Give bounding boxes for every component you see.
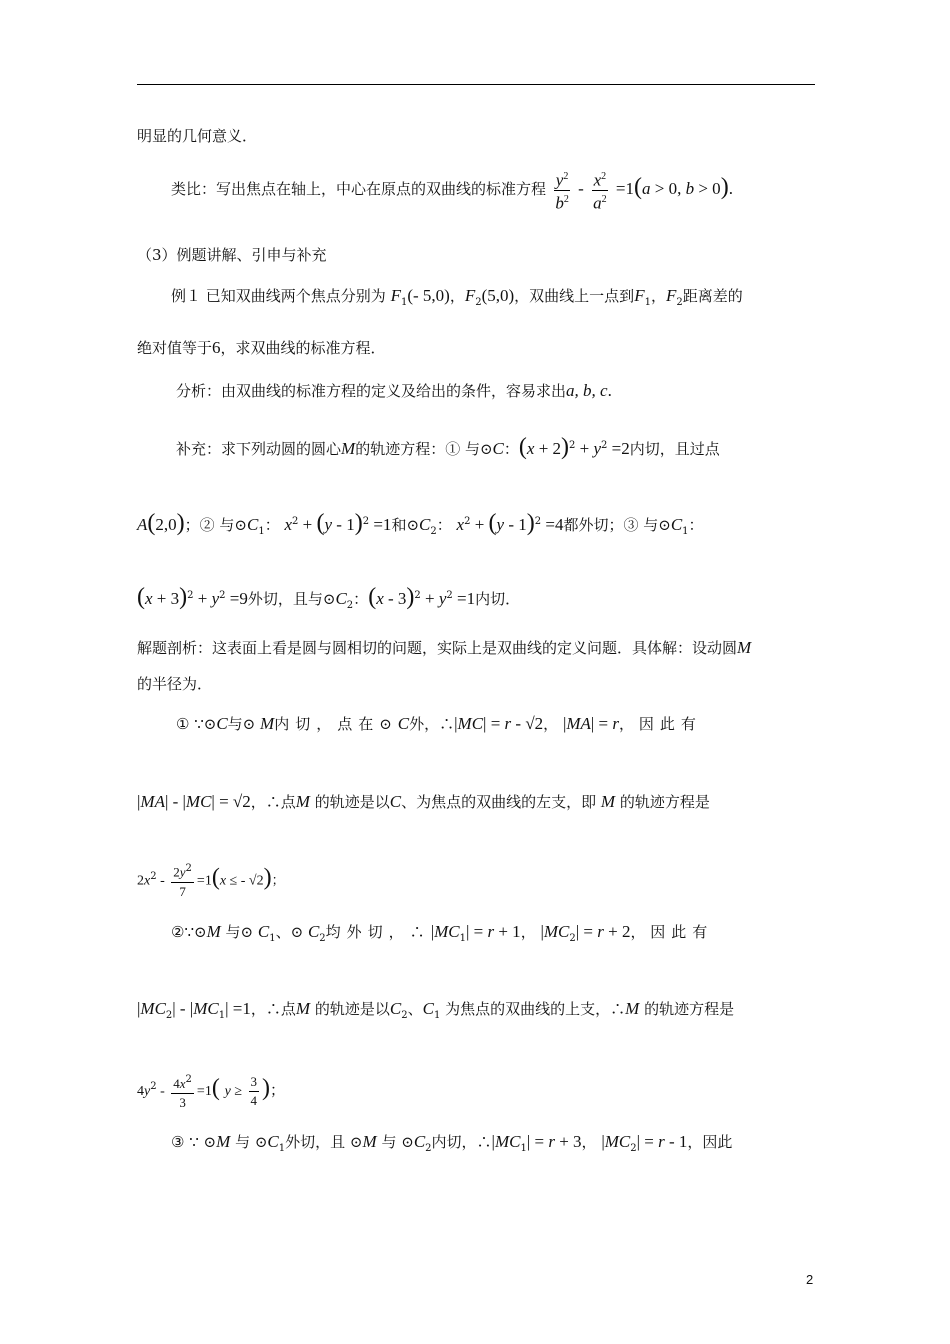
text: 与⊙: [227, 715, 256, 733]
text: ；② 与⊙: [184, 516, 247, 534]
header-rule: [137, 84, 815, 85]
text: 均外切，∴: [325, 923, 431, 941]
text: 与: [235, 1133, 251, 1151]
text: 外切，且: [285, 1133, 346, 1151]
text: 解题剖析：这表面上看是圆与圆相切的问题，实际上是双曲线的定义问题．具体解：设动圆: [137, 639, 738, 657]
text: 和⊙: [391, 516, 420, 534]
text: 的轨迹方程是: [644, 1000, 735, 1018]
paragraph-continuation: [137, 126, 257, 146]
text: ，因此: [687, 1133, 733, 1151]
text: 的轨迹方程：① 与⊙: [355, 440, 493, 458]
text: 都外切；③ 与⊙: [563, 516, 671, 534]
text: （3）例题讲解、引申与补充: [137, 246, 327, 264]
text: 内切．: [475, 590, 521, 608]
text: 因此有: [638, 715, 702, 733]
text: 类比：写出焦点在轴上，中心在原点的双曲线的标准方程: [171, 180, 547, 199]
text: ，求双曲线的标准方程．: [220, 339, 386, 357]
text: ，∴点: [250, 793, 296, 811]
text: 的轨迹是以: [314, 793, 390, 811]
case-2-line-2: $|MC_2| - |MC_1| =1$，∴点M 的轨迹是以$C_2$、$C_1$ 为焦点的双曲线的上支，∴M 的轨迹方程是: [137, 999, 735, 1021]
supplement-line-3: $(x + 3)^2 + y^2 =9$外切，且与$⊙C_2$：$(x - 3)^2 + y^2 =1$内切．: [137, 584, 521, 611]
fraction-y2-b2: $\frac{y^2}{b^2}$: [554, 168, 571, 212]
text: 距离差的: [682, 287, 743, 305]
text: 与: [381, 1133, 397, 1151]
text: 、为焦点的双曲线的左支，即: [401, 793, 597, 811]
text: 明显的几何意义．: [137, 127, 258, 145]
case-1-line: ① ∵⊙C与⊙ M内切，点在⊙C外，∴|MC| = r - √2， |MA| = r， 因此有: [176, 714, 702, 733]
text: 的轨迹是以: [314, 1000, 390, 1018]
text: 绝对值等于: [137, 339, 213, 357]
solution-line: 解题剖析：这表面上看是圆与圆相切的问题，实际上是双曲线的定义问题．具体解：设动圆M: [137, 638, 752, 657]
case-1-equation: $2x^2$ - $\frac{2y^2}{7}$ =1(x ≤ - √2)；: [137, 858, 285, 901]
example-1-line-2: 绝对值等于6，求双曲线的标准方程．: [137, 338, 386, 357]
text: ，双曲线上一点到: [514, 287, 635, 305]
text: 内切，且过点: [629, 440, 720, 458]
case-2-equation: $4y^2$ - $\frac{4x^2}{3}$ =1( y ≥ $\frac{3}{4}$ )；: [137, 1066, 285, 1113]
text: 外切，且与⊙: [247, 590, 336, 608]
case-3-line: ③ ∵ ⊙M 与 $⊙C_1$外切，且 ⊙M 与 $⊙C_2$内切，$\therefore|MC_1| = r + 3$， $|MC_2| = r - 1$，因此: [171, 1132, 733, 1154]
text: 内切，∴: [431, 1133, 492, 1151]
text: 补充：求下列动圆的圆心: [176, 440, 342, 458]
text: 的轨迹方程是: [619, 793, 710, 811]
example-1-line: 例１ 已知双曲线两个焦点分别为 $F_1(-$ 5,0)，$F_2(5,0)$，双曲线上一点到$F_1$，$F_2$距离差的: [171, 286, 743, 308]
text: 分析：由双曲线的标准方程的定义及给出的条件，容易求出: [176, 382, 567, 400]
case-1-line-2: |MA| - |MC| = √2，∴点M 的轨迹是以C、为焦点的双曲线的左支，即 M 的轨迹方程是: [137, 792, 710, 811]
case-2-line: ②∵⊙M 与⊙ $C_1$、⊙ $C_2$均外切，$\therefore|MC_1| = r + 1$， $|MC_2| = r + 2$， 因此有: [171, 922, 714, 944]
solution-line-2: [137, 674, 212, 694]
text: 的半径为．: [137, 675, 213, 693]
fraction-x2-a2: $\frac{x^2}{a^2}$: [592, 168, 609, 212]
text: ②∵⊙: [171, 923, 207, 941]
section-heading: [137, 245, 327, 265]
text: 例１ 已知双曲线两个焦点分别为: [171, 287, 386, 305]
text: 、⊙: [275, 923, 304, 941]
supplement-line-2: A(2,0)；② 与$⊙C_1$： $x^2 + (y - 1)^2 =1$和$⊙C_2$： $x^2 + (y - 1)^2 =4$都外切；③ 与$⊙C_1$：: [137, 510, 704, 537]
text: 内切，点在⊙: [274, 715, 398, 733]
analogy-line: 类比：写出焦点在轴上，中心在原点的双曲线的标准方程 $\frac{y^2}{b^2}$ - $\frac{x^2}{a^2}$ =1(a > 0, b > 0).: [171, 168, 733, 212]
text: 为焦点的双曲线的上支，∴: [445, 1000, 626, 1018]
analysis-line: 分析：由双曲线的标准方程的定义及给出的条件，容易求出a, b, c.: [176, 381, 612, 400]
text: 、: [407, 1000, 423, 1018]
text: ③ ∵: [171, 1133, 199, 1151]
page-number: 2: [806, 1272, 814, 1287]
text: 因此有: [650, 923, 714, 941]
text: 与⊙: [225, 923, 254, 941]
supplement-line: 补充：求下列动圆的圆心M的轨迹方程：① 与⊙C：$(x + 2)^2 + y^2 =2$内切，且过点: [176, 434, 720, 460]
text: 外，∴: [409, 715, 455, 733]
text: ① ∵⊙: [176, 715, 217, 733]
text: ，∴点: [250, 1000, 296, 1018]
